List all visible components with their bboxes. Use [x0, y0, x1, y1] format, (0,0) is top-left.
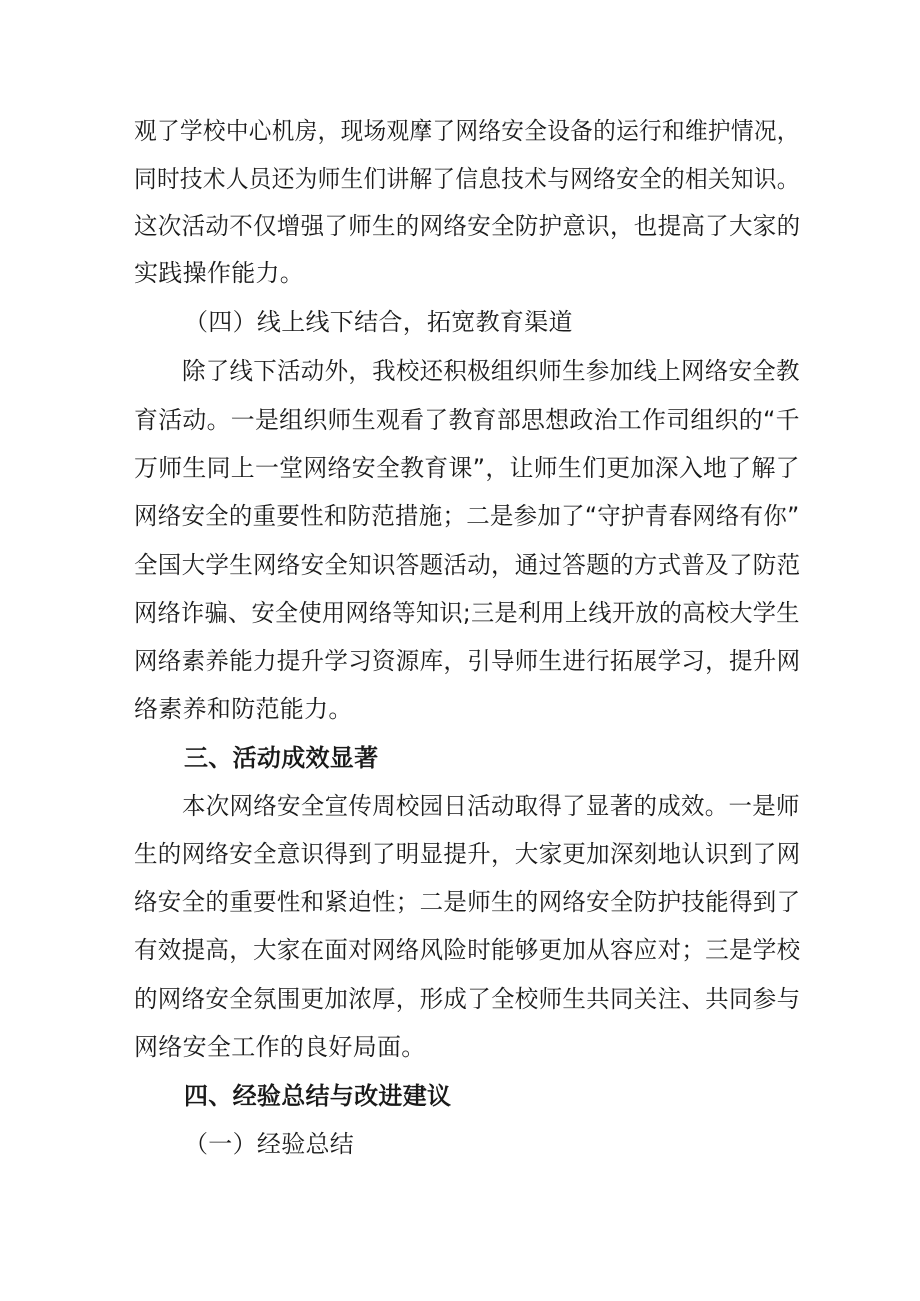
section-subheading: （四）线上线下结合，拓宽教育渠道 [184, 308, 573, 336]
section-subheading: （一）经验总结 [184, 1130, 355, 1158]
paragraph-line: 网络安全的重要性和防范措施；二是参加了“守护青春网络有你” [134, 502, 800, 530]
paragraph-line: 全国大学生网络安全知识答题活动，通过答题的方式普及了防范 [134, 551, 801, 579]
paragraph-line: 网络素养能力提升学习资源库，引导师生进行拓展学习，提升网 [134, 647, 801, 675]
paragraph-line: 这次活动不仅增强了师生的网络安全防护意识，也提高了大家的 [134, 212, 801, 240]
paragraph-line: 络安全的重要性和紧迫性；二是师生的网络安全防护技能得到了 [134, 888, 801, 916]
paragraph-line: 网络安全工作的良好局面。 [134, 1033, 426, 1061]
paragraph-line: 本次网络安全宣传周校园日活动取得了显著的成效。一是师 [182, 792, 800, 820]
paragraph-line: 实践操作能力。 [134, 259, 305, 287]
paragraph-line: 生的网络安全意识得到了明显提升，大家更加深刻地认识到了网 [134, 840, 801, 868]
paragraph-line: 万师生同上一堂网络安全教育课”，让师生们更加深入地了解了 [134, 454, 800, 482]
paragraph-line: 除了线下活动外，我校还积极组织师生参加线上网络安全教 [182, 357, 800, 385]
paragraph-line: 育活动。一是组织师生观看了教育部思想政治工作司组织的“千 [134, 406, 800, 434]
paragraph-line: 网络诈骗、安全使用网络等知识;三是利用上线开放的高校大学生 [134, 599, 800, 627]
paragraph-line: 络素养和防范能力。 [134, 695, 353, 723]
section-heading: 四、经验总结与改进建议 [184, 1082, 452, 1110]
paragraph-line: 观了学校中心机房，现场观摩了网络安全设备的运行和维护情况， [134, 117, 800, 145]
section-heading: 三、活动成效显著 [184, 744, 379, 772]
paragraph-line: 有效提高，大家在面对网络风险时能够更加从容应对；三是学校 [134, 936, 801, 964]
paragraph-line: 同时技术人员还为师生们讲解了信息技术与网络安全的相关知识。 [134, 165, 800, 193]
paragraph-line: 的网络安全氛围更加浓厚，形成了全校师生共同关注、共同参与 [134, 985, 801, 1013]
